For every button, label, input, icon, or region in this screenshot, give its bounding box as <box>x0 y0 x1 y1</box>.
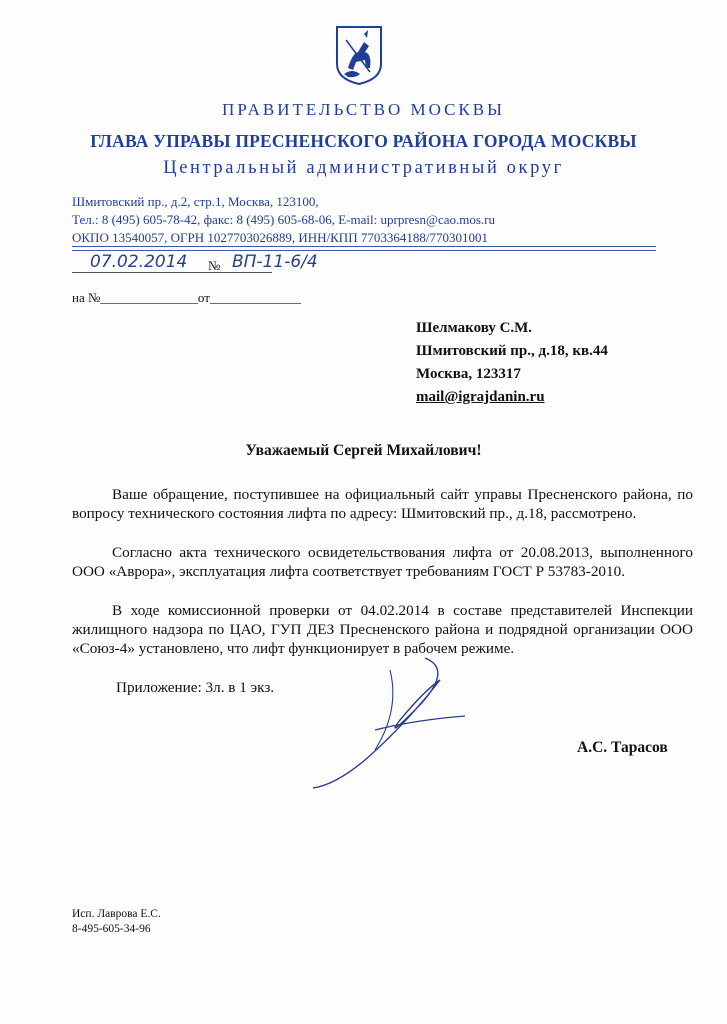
government-title: ПРАВИТЕЛЬСТВО МОСКВЫ <box>222 100 505 119</box>
outgoing-date: 07.02.2014 <box>90 252 188 272</box>
letterhead-rule <box>72 246 656 247</box>
recipient-city: Москва, 123317 <box>416 366 521 382</box>
letterhead-contacts: Тел.: 8 (495) 605-78-42, факс: 8 (495) 605-68-06, E-mail: uprpresn@cao.mos.ru <box>72 212 496 227</box>
executor-name: Исп. Лаврова Е.С. <box>72 908 161 920</box>
recipient-email[interactable]: mail@igrajdanin.ru <box>416 389 545 405</box>
body-paragraph: Ваше обращение, поступившее на официальный сайт управы Пресненского района, по вопросу технического состояния лифта по адресу: Шмитовский пр., д.18, рассмотрено. <box>72 486 693 522</box>
district-title: Центральный административный округ <box>163 158 564 178</box>
greeting: Уважаемый Сергей Михайлович! <box>245 442 482 459</box>
signer-name: А.С. Тарасов <box>577 739 668 756</box>
letterhead-address: Шмитовский пр., д.2, стр.1, Москва, 123100, <box>72 194 319 209</box>
body-paragraph: В ходе комиссионной проверки от 04.02.2014 в составе представителей Инспекции жилищного надзора по ЦАО, ГУП ДЕЗ Пресненского района и подрядной организации ООО «Союз-4» установлено, что лифт функционирует в рабочем режиме. <box>72 602 693 657</box>
reference-line: на №_______________от______________ <box>72 290 301 305</box>
executor-phone: 8-495-605-34-96 <box>72 923 151 935</box>
moscow-coat-of-arms-icon <box>334 24 384 86</box>
attachment-note: Приложение: 3л. в 1 экз. <box>116 679 275 696</box>
body-paragraph: Согласно акта технического освидетельствования лифта от 20.08.2013, выполненного ООО «Аврора», эксплуатация лифта соответствует требованиям ГОСТ Р 53783-2010. <box>72 544 693 580</box>
letterhead-codes: ОКПО 13540057, ОГРН 1027703026889, ИНН/КПП 7703364188/770301001 <box>72 230 488 245</box>
signature-icon <box>305 650 480 790</box>
recipient-street: Шмитовский пр., д.18, кв.44 <box>416 343 608 359</box>
outgoing-number-label: № <box>208 258 221 273</box>
letterhead-rule-thin <box>72 250 656 251</box>
recipient-name: Шелмакову С.М. <box>416 320 533 336</box>
head-title: ГЛАВА УПРАВЫ ПРЕСНЕНСКОГО РАЙОНА ГОРОДА МОСКВЫ <box>90 131 637 151</box>
recipient-block <box>416 317 608 409</box>
outgoing-date-line <box>72 272 272 273</box>
outgoing-number: ВП-11-6/4 <box>232 252 318 272</box>
